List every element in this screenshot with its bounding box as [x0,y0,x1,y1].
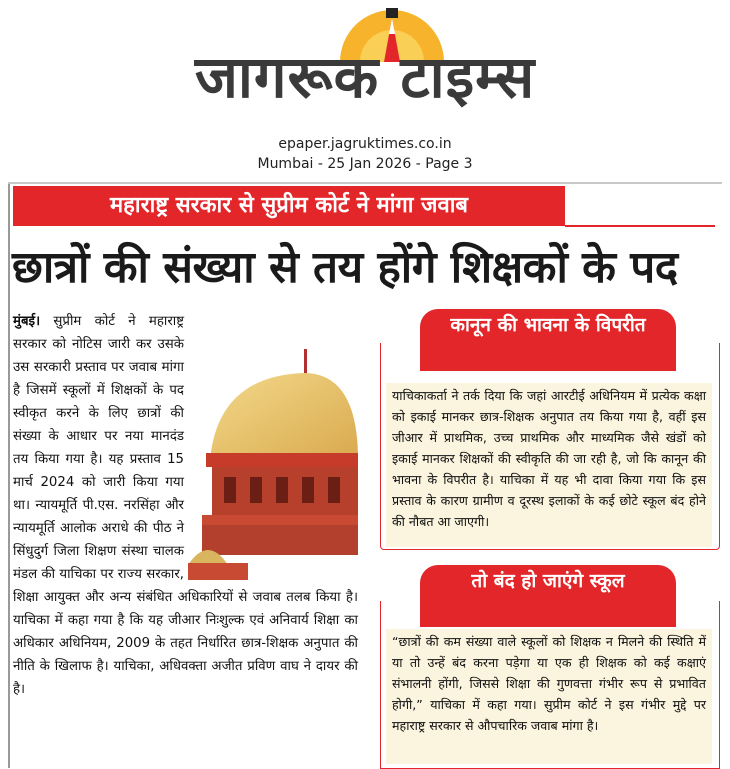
kicker-strap: महाराष्ट्र सरकार से सुप्रीम कोर्ट ने मांगा जवाब [13,186,565,226]
epaper-url[interactable]: epaper.jagruktimes.co.in [278,136,452,152]
sidebar [380,314,718,768]
sidebar-box-schools-text: “छात्रों की कम संख्या वाले स्कूलों को शिक्षक न मिलने की स्थिति में या तो उन्हें बंद करना पड़ेगा या एक ही शिक्षक को कई कक्षाएं संभालनी होंगी, जिससे शिक्षा की गुणवत्ता गंभीर रूप से प्रभावित होगी,” याचिका में कहा गया। सुप्रीम कोर्ट ने इस गंभीर मुद्दे पर महाराष्ट्र सरकार से औपचारिक जवाब मांगा है। [386,629,712,764]
dateline: मुंबई। [13,314,41,329]
kicker-rule [565,225,715,227]
masthead [0,0,730,130]
edition-line: Mumbai - 25 Jan 2026 - Page 3 [257,156,473,172]
sidebar-box-law-title: कानून की भावना के विपरीत [420,309,676,371]
story-text: सुप्रीम कोर्ट ने महाराष्ट्र सरकार को नोटिस जारी कर उसके उस सरकारी प्रस्ताव पर जवाब मांगा है जिसमें स्कूलों में शिक्षकों के पद स्वीकृत करने के लिए छात्रों की संख्या के आधार पर नया मानदंड तय किया गया है। यह प्रस्ताव 15 मार्च 2024 को जारी किया गया था। न्यायमूर्ति पी.एस. नरसिंहा और न्यायमूर्ति आलोक अराधे की पीठ ने सिंधुदुर्ग जिला शिक्षण संस्था चालक मंडल की याचिका पर राज्य सरकार, शिक्षा आयुक्त और अन्य संबंधित अधिकारियों से जवाब तलब किया है। याचिका में कहा गया है कि यह जीआर निःशुल्क एवं अनिवार्य शिक्षा का अधिकार अधिनियम, 2009 के तहत निर्धारित छात्र-शिक्षक अनुपात की नीति के खिलाफ है। याचिका, अधिवक्ता अजीत प्रविण वाघ ने दायर की है। [13,314,358,697]
top-rule [8,182,722,184]
sidebar-box-law-text: याचिकाकर्ता ने तर्क दिया कि जहां आरटीई अधिनियम में प्रत्येक कक्षा को इकाई मानकर छात्र-शिक्षक अनुपात तय किया गया है, वहीं इस जीआर में प्राथमिक, उच्च प्राथमिक और माध्यमिक जैसे खंडों को इकाई मानकर शिक्षकों की स्वीकृति की जा रही है, जो कि कानून की भावना के विपरीत है। याचिका में यह भी दावा किया गया कि इस प्रस्ताव के कारण ग्रामीण व दूरस्थ इलाकों के कई छोटे स्कूल बंद होने की नौबत आ जाएगी। [386,383,712,547]
edition-meta [0,134,730,174]
supreme-court-building-icon [188,335,358,580]
newspaper-title: जागरूक टाइम्स [194,43,536,111]
headline: छात्रों की संख्या से तय होंगे शिक्षकों के पद [12,242,678,293]
column-rule [8,182,10,768]
sidebar-box-schools-title: तो बंद हो जाएंगे स्कूल [420,565,676,627]
